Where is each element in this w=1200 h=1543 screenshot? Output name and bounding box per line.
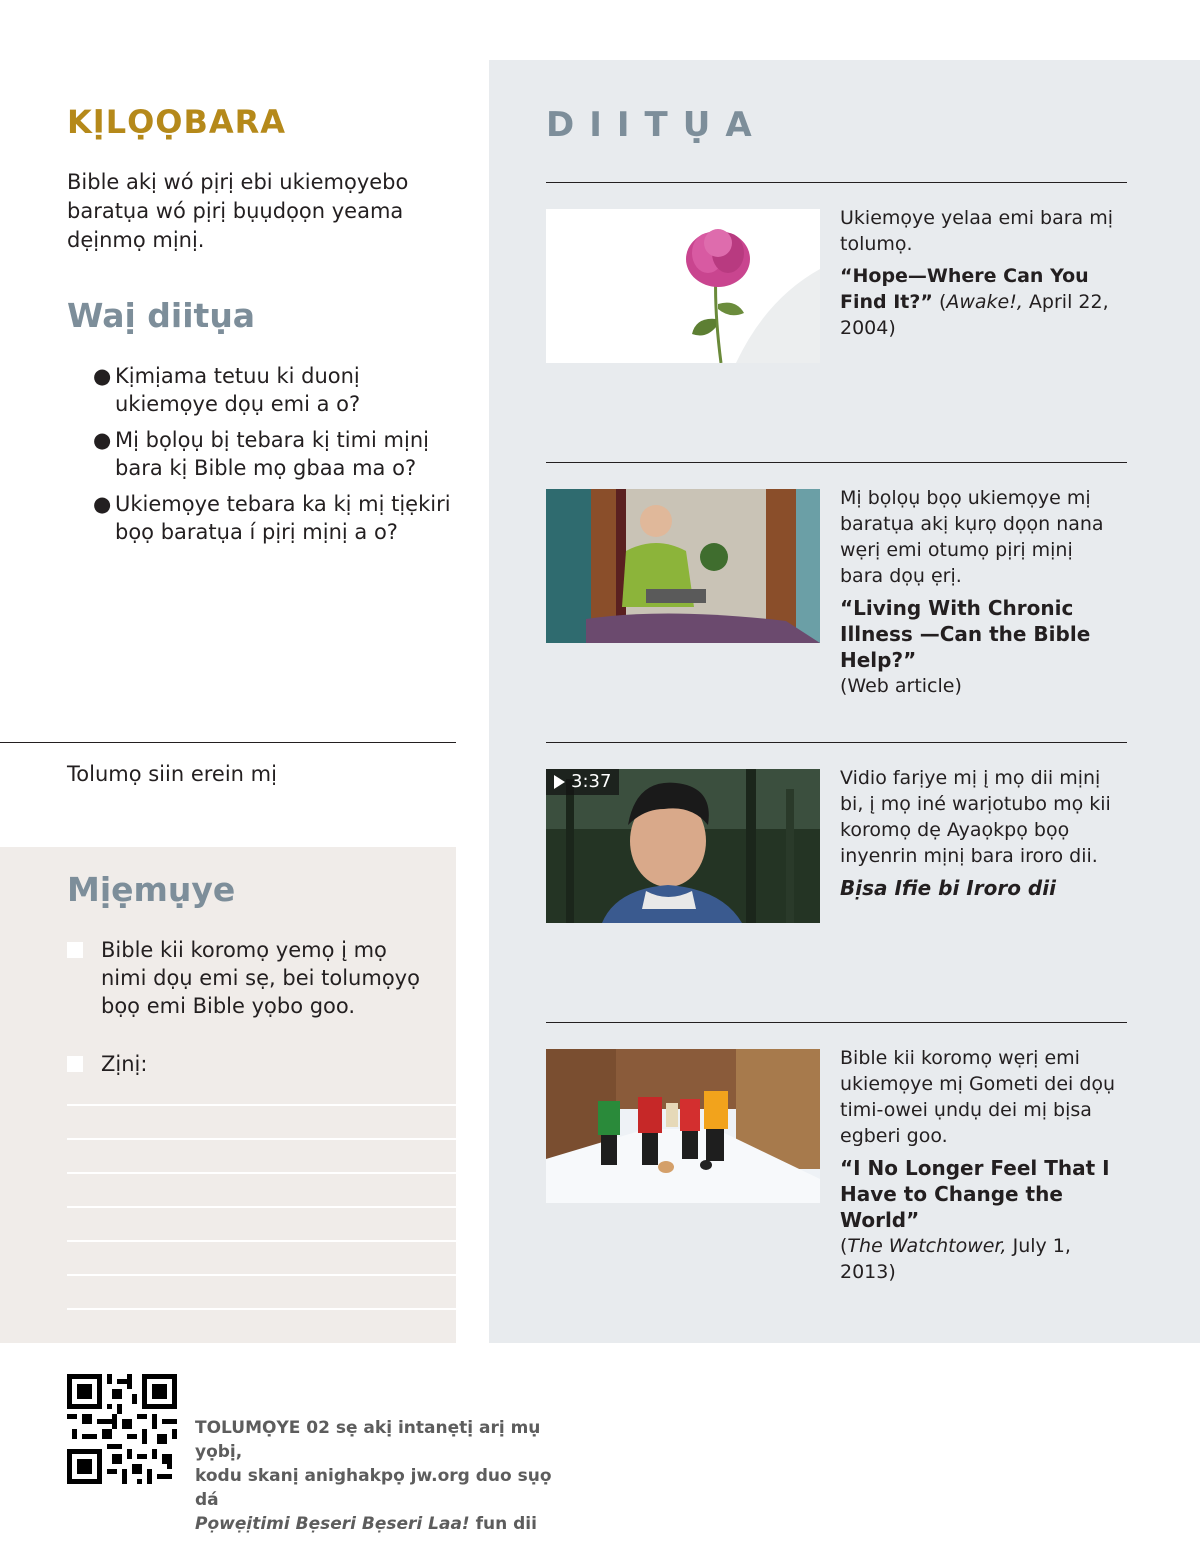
video-thumbnail[interactable] <box>546 769 820 923</box>
source-paren: ( <box>932 291 947 313</box>
divider <box>0 742 456 743</box>
man-window-image[interactable] <box>546 489 820 643</box>
question-text: Mị bọlọụ bị tebara kị timi mịnị bara kị Bible mọ gbaa ma o? <box>115 428 429 480</box>
related-item-3 <box>840 765 1120 901</box>
item-citation <box>840 263 1120 341</box>
play-icon <box>554 775 565 789</box>
item-title[interactable]: “Living With Chronic Illness —Can the Bible Help?” <box>840 596 1091 672</box>
footer-line-1: TOLUMỌYE 02 sẹ akị intanẹtị arị mụ yọbị, <box>195 1418 541 1462</box>
questions-heading: Waị diitụa <box>67 296 256 335</box>
checkbox[interactable] <box>67 942 83 958</box>
winter-walk-image[interactable] <box>546 1049 820 1203</box>
write-line <box>67 1240 456 1242</box>
bullet-icon: ● <box>93 364 112 388</box>
footer-text <box>195 1416 575 1536</box>
item-source: (Web article) <box>840 675 962 697</box>
footer-publication: Pọwẹịtimi Bẹseri Bẹseri Laa! <box>195 1514 470 1534</box>
checklist-item <box>67 1050 437 1078</box>
list-item <box>93 490 453 546</box>
item-description: Ukiemọye yelaa emi bara mị tolumọ. <box>840 207 1114 255</box>
source-publication: Awake!, <box>946 291 1023 313</box>
item-description: Mị bọlọụ bọọ ukiemọye mị baratụa akị kụrọ dọọn nana wẹrị emi otumọ pịrị mịnị bara dọụ ẹrị. <box>840 487 1104 587</box>
write-line <box>67 1274 456 1276</box>
bullet-icon: ● <box>93 428 112 452</box>
footer-line-3: fun dii <box>469 1514 537 1534</box>
item-source <box>840 1233 1120 1285</box>
bullet-icon: ● <box>93 492 112 516</box>
footer-line-2: kodu skanị anighakpọ jw.org duo sụọ dá <box>195 1466 552 1510</box>
intro-text: Bible akị wó pịrị ebi ukiemọyebo baratụa wó pịrị bụụdọọn yeama dẹịnmọ mịnị. <box>67 170 409 252</box>
write-line <box>67 1104 456 1106</box>
questions-list <box>93 362 453 554</box>
checklist-item <box>67 936 437 1020</box>
divider <box>546 462 1127 463</box>
list-item <box>93 426 453 482</box>
section-heading: KỊLỌỌBARA <box>67 103 287 141</box>
related-heading: DIITỤA <box>546 105 767 145</box>
notes-label: Tolumọ siin erein mị <box>67 762 277 786</box>
item-title[interactable]: Bịsa Ifie bi Iroro dii <box>840 876 1056 900</box>
video-duration-badge <box>546 769 619 795</box>
related-item-2 <box>840 485 1120 699</box>
source-publication: The Watchtower, <box>847 1235 1007 1257</box>
qr-code-icon[interactable] <box>67 1374 177 1484</box>
item-title[interactable]: “Hope—Where Can You Find It?” <box>840 265 1089 313</box>
video-duration: 3:37 <box>571 771 612 792</box>
checklist-text: Bible kii koromọ yemọ į mọ nimi dọụ emi sẹ, bei tolumọyọ bọọ emi Bible yọbo goo. <box>101 938 420 1018</box>
checklist-text: Zịnị: <box>101 1052 148 1076</box>
item-description: Vidio farịye mị į mọ dii mịnị bi, į mọ iné warịotubo mọ kii koromọ dẹ Ayaọkpọ bọọ inyenrin mịnị bara iroro dii. <box>840 767 1111 867</box>
divider <box>546 742 1127 743</box>
checkbox[interactable] <box>67 1056 83 1072</box>
item-description: Bible kii koromọ wẹrị emi ukiemọye mị Gometi dei dọụ timi-owei ụndụ dei mị bịsa egberi goo. <box>840 1047 1116 1147</box>
write-line <box>67 1172 456 1174</box>
source-paren: ( <box>840 1235 848 1257</box>
source-date: April 22, 2004) <box>840 291 1109 339</box>
divider <box>546 182 1127 183</box>
todo-checklist <box>67 936 437 1108</box>
related-item-4 <box>840 1045 1120 1285</box>
question-text: Ukiemọye tebara ka kị mị tịẹkiri bọọ baratụa í pịrị mịnị a o? <box>115 492 451 544</box>
related-item-1 <box>840 205 1120 341</box>
question-text: Kịmịama tetuu ki duonị ukiemọye dọụ emi a o? <box>115 364 361 416</box>
write-line <box>67 1308 456 1310</box>
write-line <box>67 1206 456 1208</box>
source-date: July 1, 2013) <box>840 1235 1071 1283</box>
flower-image[interactable] <box>546 209 820 363</box>
item-title[interactable]: “I No Longer Feel That I Have to Change the World” <box>840 1156 1110 1232</box>
list-item <box>93 362 453 418</box>
write-line <box>67 1138 456 1140</box>
todo-heading: Mịẹmụye <box>67 870 236 909</box>
divider <box>546 1022 1127 1023</box>
